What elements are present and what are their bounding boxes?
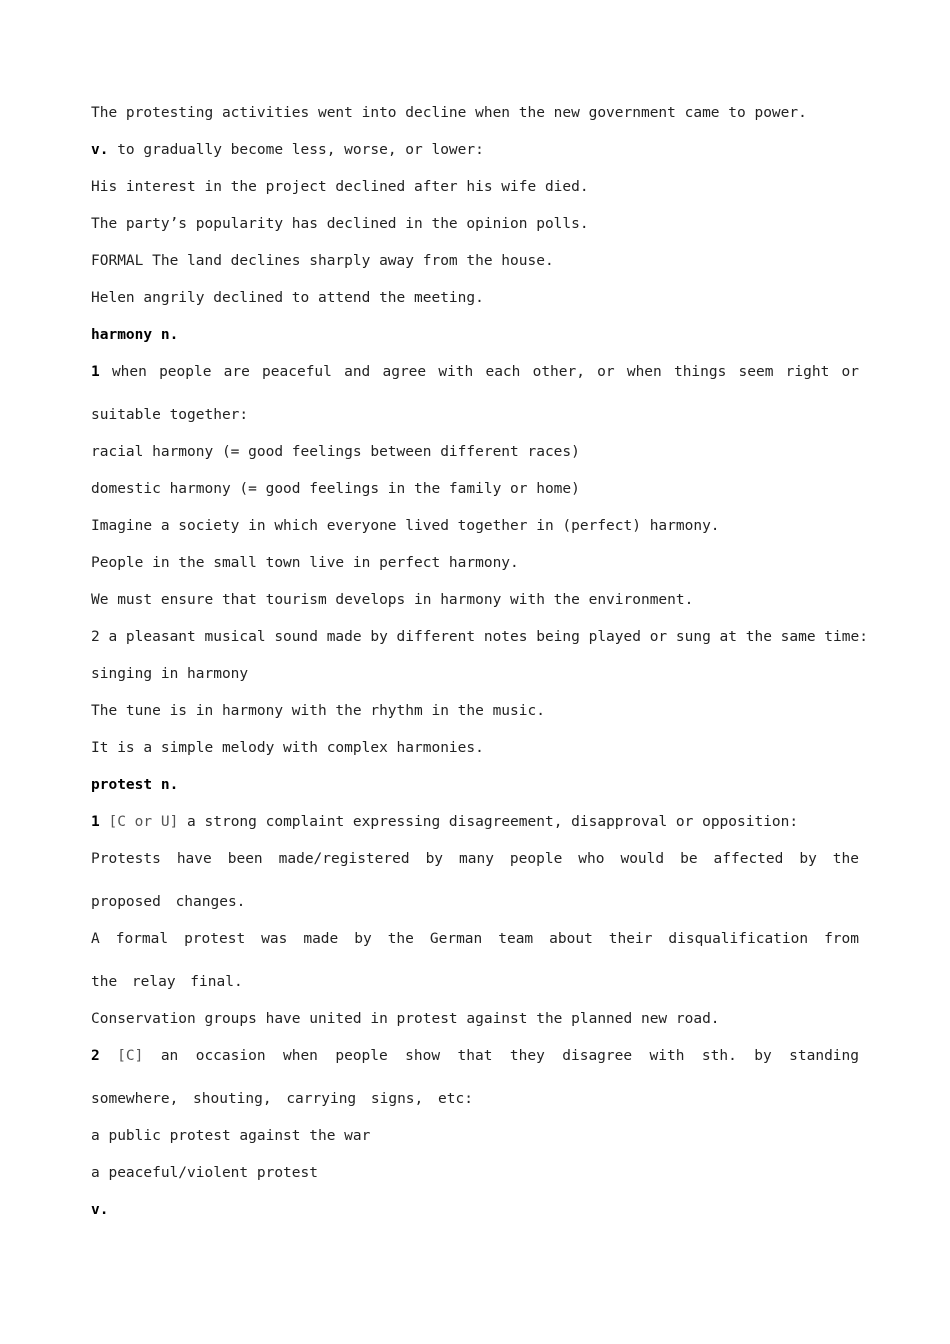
definition-text: a strong complaint expressing disagreement, disapproval or opposition: xyxy=(178,814,799,830)
example-sentence: domestic harmony (= good feelings in the family or home) xyxy=(91,481,580,497)
example-sentence: It is a simple melody with complex harmonies. xyxy=(91,740,484,756)
grammar-code: [C] xyxy=(99,1048,144,1064)
grammar-code: [C or U] xyxy=(99,814,179,830)
part-of-speech-label: v. xyxy=(91,1202,109,1218)
example-sentence: a peaceful/violent protest xyxy=(91,1165,318,1181)
definition-text: an occasion when people show that they disagree with sth. by standing somewhere, shouting, carrying signs, etc: xyxy=(91,1048,859,1107)
example-sentence: His interest in the project declined after his wife died. xyxy=(91,179,589,195)
example-sentence: singing in harmony xyxy=(91,666,249,682)
example-sentence: Helen angrily declined to attend the meeting. xyxy=(91,290,484,306)
example-sentence: People in the small town live in perfect harmony. xyxy=(91,555,519,571)
part-of-speech-label: v. xyxy=(91,142,109,158)
definition-line xyxy=(91,1035,859,1121)
definition-line xyxy=(91,137,859,174)
example-sentence: a public protest against the war xyxy=(91,1128,371,1144)
definition-line xyxy=(91,351,859,437)
example-sentence: The party’s popularity has declined in the opinion polls. xyxy=(91,216,589,232)
example-sentence: racial harmony (= good feelings between different races) xyxy=(91,444,580,460)
example-sentence: Protests have been made/registered by many people who would be affected by the proposed changes. xyxy=(91,851,859,910)
sense-number: 2 xyxy=(91,1048,100,1064)
example-sentence: A formal protest was made by the German team about their disqualification from the relay final. xyxy=(91,931,859,990)
example-sentence: The tune is in harmony with the rhythm in the music. xyxy=(91,703,545,719)
document-page xyxy=(91,100,868,1234)
definition-text: when people are peaceful and agree with each other, or when things seem right or suitable together: xyxy=(91,364,859,423)
example-sentence: FORMAL The land declines sharply away from the house. xyxy=(91,253,554,269)
definition-text: to gradually become less, worse, or lower: xyxy=(108,142,484,158)
example-sentence: Conservation groups have united in protest against the planned new road. xyxy=(91,1011,720,1027)
headword-protest: protest n. xyxy=(91,777,179,793)
sense-number: 1 xyxy=(91,364,100,380)
definition-line: 2 a pleasant musical sound made by different notes being played or sung at the same time: xyxy=(91,629,868,645)
example-sentence: Imagine a society in which everyone lived together in (perfect) harmony. xyxy=(91,518,720,534)
sense-number: 1 xyxy=(91,814,100,830)
headword-harmony: harmony n. xyxy=(91,327,179,343)
example-sentence: We must ensure that tourism develops in harmony with the environment. xyxy=(91,592,694,608)
example-sentence: The protesting activities went into decline when the new government came to power. xyxy=(91,105,807,121)
